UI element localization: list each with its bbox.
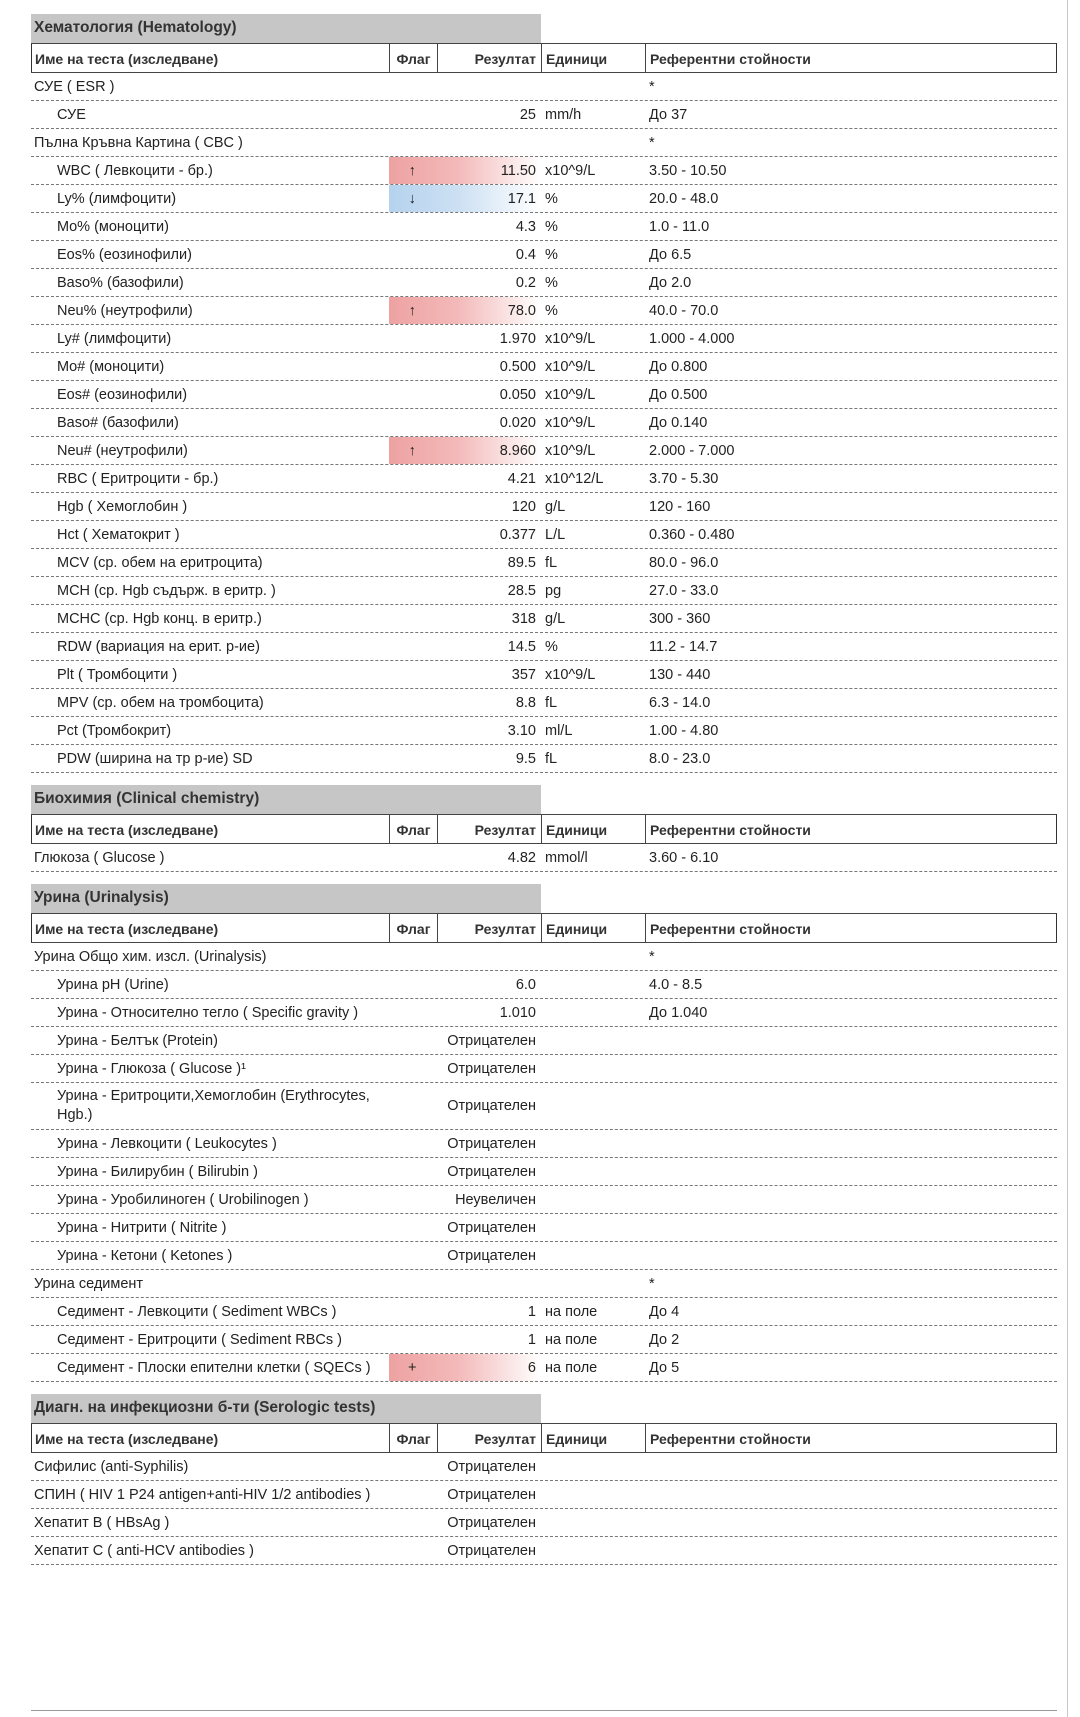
report-section bbox=[31, 1394, 1057, 1565]
table-row bbox=[31, 129, 1057, 157]
flag-result-group bbox=[389, 717, 541, 744]
reference-range: 2.000 - 7.000 bbox=[649, 442, 735, 459]
flag-result-group bbox=[389, 213, 541, 240]
test-name: MCV (ср. обем на еритроцита) bbox=[57, 554, 263, 571]
result-value: 0.020 bbox=[499, 414, 536, 431]
flag-result-group bbox=[389, 999, 541, 1026]
result-unit: mmol/l bbox=[545, 849, 588, 866]
flag-result-group bbox=[389, 241, 541, 268]
result-unit: % bbox=[545, 302, 558, 319]
lab-report bbox=[31, 14, 1057, 1577]
result-unit: x10^9/L bbox=[545, 162, 596, 179]
flag-low-icon: ↓ bbox=[408, 190, 416, 207]
result-unit bbox=[541, 1537, 645, 1564]
result-unit: x10^9/L bbox=[545, 442, 596, 459]
result-unit bbox=[541, 1270, 645, 1297]
test-name: СУЕ ( ESR ) bbox=[34, 78, 115, 95]
table-header bbox=[31, 814, 1057, 844]
flag-result-group bbox=[389, 1270, 541, 1297]
flag-highlight bbox=[389, 437, 541, 464]
flag-result-group bbox=[389, 269, 541, 296]
reference-range: До 0.500 bbox=[649, 386, 708, 403]
flag-result-group bbox=[389, 689, 541, 716]
header-units: Единици bbox=[541, 914, 645, 942]
reference-range bbox=[645, 1537, 1057, 1564]
reference-range: 1.000 - 4.000 bbox=[649, 330, 735, 347]
test-name: Plt ( Тромбоцити ) bbox=[57, 666, 178, 683]
reference-range: 80.0 - 96.0 bbox=[649, 554, 719, 571]
report-section bbox=[31, 884, 1057, 1382]
header-test-name: Име на теста (изследване) bbox=[31, 44, 389, 72]
result-value: Отрицателен bbox=[447, 1032, 536, 1049]
reference-range bbox=[645, 1055, 1057, 1082]
header-reference: Референтни стойности bbox=[645, 1424, 1056, 1452]
test-name: Урина Общо хим. изсл. (Urinalysis) bbox=[34, 948, 267, 965]
table-row bbox=[31, 689, 1057, 717]
header-test-name: Име на теста (изследване) bbox=[31, 815, 389, 843]
header-test-name: Име на теста (изследване) bbox=[31, 1424, 389, 1452]
reference-range: До 37 bbox=[649, 106, 688, 123]
result-value: Отрицателен bbox=[447, 1247, 536, 1264]
section-title: Хематология (Hematology) bbox=[31, 14, 541, 43]
result-value: Неувеличен bbox=[455, 1191, 536, 1208]
result-value: 28.5 bbox=[507, 582, 536, 599]
test-name: Neu# (неутрофили) bbox=[57, 442, 188, 459]
result-unit bbox=[541, 971, 645, 998]
table-row bbox=[31, 521, 1057, 549]
table-row bbox=[31, 409, 1057, 437]
result-value: Отрицателен bbox=[447, 1514, 536, 1531]
table-row bbox=[31, 633, 1057, 661]
page-right-border bbox=[1067, 0, 1068, 1717]
table-row bbox=[31, 1298, 1057, 1326]
test-name: MPV (ср. обем на тромбоцита) bbox=[57, 694, 264, 711]
table-row bbox=[31, 1158, 1057, 1186]
flag-result-group bbox=[389, 661, 541, 688]
test-name: Сифилис (anti-Syphilis) bbox=[34, 1458, 189, 1475]
result-unit: % bbox=[545, 190, 558, 207]
result-value: 120 bbox=[511, 498, 536, 515]
result-value: 0.2 bbox=[515, 274, 536, 291]
reference-range: До 6.5 bbox=[649, 246, 692, 263]
result-unit: x10^9/L bbox=[545, 358, 596, 375]
table-row bbox=[31, 101, 1057, 129]
result-value: 14.5 bbox=[507, 638, 536, 655]
result-unit: % bbox=[545, 246, 558, 263]
section-title: Диагн. на инфекциозни б-ти (Serologic tests) bbox=[31, 1394, 541, 1423]
reference-range: До 2 bbox=[649, 1331, 680, 1348]
test-name: Mo# (моноцити) bbox=[57, 358, 165, 375]
reference-range: 0.360 - 0.480 bbox=[649, 526, 735, 543]
header-flag: Флаг bbox=[389, 44, 437, 72]
result-value: Отрицателен bbox=[447, 1098, 536, 1114]
table-row bbox=[31, 605, 1057, 633]
result-unit: fL bbox=[545, 554, 558, 571]
page-bottom-rule bbox=[31, 1710, 1057, 1711]
test-name: СУЕ bbox=[57, 106, 86, 123]
flag-result-group bbox=[389, 577, 541, 604]
flag-result-group bbox=[389, 745, 541, 772]
test-name: Hgb ( Хемоглобин ) bbox=[57, 498, 188, 515]
result-unit: fL bbox=[545, 694, 558, 711]
table-row bbox=[31, 157, 1057, 185]
test-name: Урина седимент bbox=[34, 1275, 144, 1292]
reference-range bbox=[645, 1186, 1057, 1213]
reference-range: * bbox=[649, 78, 655, 95]
result-value: 9.5 bbox=[515, 750, 536, 767]
flag-result-group bbox=[389, 129, 541, 156]
table-header bbox=[31, 913, 1057, 943]
result-unit: mm/h bbox=[545, 106, 582, 123]
result-unit bbox=[541, 1481, 645, 1508]
table-row bbox=[31, 1509, 1057, 1537]
result-value: 8.960 bbox=[499, 442, 536, 459]
result-unit: g/L bbox=[545, 610, 566, 627]
result-value: 357 bbox=[511, 666, 536, 683]
test-name: Седимент - Еритроцити ( Sediment RBCs ) bbox=[57, 1331, 342, 1348]
result-value: 1.970 bbox=[499, 330, 536, 347]
report-section bbox=[31, 14, 1057, 773]
result-value: 25 bbox=[519, 106, 536, 123]
test-name: Baso# (базофили) bbox=[57, 414, 179, 431]
test-name: Урина - Глюкоза ( Glucose )¹ bbox=[57, 1060, 246, 1077]
header-flag: Флаг bbox=[389, 1424, 437, 1452]
flag-result-group bbox=[389, 943, 541, 970]
header-units: Единици bbox=[541, 1424, 645, 1452]
flag-highlight bbox=[389, 297, 541, 324]
table-row bbox=[31, 269, 1057, 297]
test-name: СПИН ( HIV 1 P24 antigen+anti-HIV 1/2 antibodies ) bbox=[34, 1486, 371, 1503]
result-unit bbox=[541, 1158, 645, 1185]
flag-result-group bbox=[389, 1298, 541, 1325]
reference-range: 8.0 - 23.0 bbox=[649, 750, 711, 767]
section-title: Урина (Urinalysis) bbox=[31, 884, 541, 913]
result-unit bbox=[541, 1453, 645, 1480]
flag-result-group bbox=[389, 549, 541, 576]
table-row bbox=[31, 1130, 1057, 1158]
result-unit: fL bbox=[545, 750, 558, 767]
flag-result-group bbox=[389, 353, 541, 380]
result-value: Отрицателен bbox=[447, 1219, 536, 1236]
test-name: Седимент - Плоски епителни клетки ( SQECs ) bbox=[57, 1359, 371, 1376]
table-row bbox=[31, 1326, 1057, 1354]
reference-range: 3.60 - 6.10 bbox=[649, 849, 719, 866]
table-row bbox=[31, 297, 1057, 325]
flag-result-group bbox=[389, 73, 541, 100]
reference-range bbox=[645, 1130, 1057, 1157]
test-name: Ly# (лимфоцити) bbox=[57, 330, 172, 347]
section-title: Биохимия (Clinical chemistry) bbox=[31, 785, 541, 814]
result-value: Отрицателен bbox=[447, 1458, 536, 1475]
result-unit bbox=[541, 999, 645, 1026]
header-units: Единици bbox=[541, 815, 645, 843]
table-row bbox=[31, 493, 1057, 521]
test-name: Mo% (моноцити) bbox=[57, 218, 169, 235]
header-units: Единици bbox=[541, 44, 645, 72]
table-row bbox=[31, 353, 1057, 381]
table-row bbox=[31, 1453, 1057, 1481]
result-unit: g/L bbox=[545, 498, 566, 515]
reference-range: 11.2 - 14.7 bbox=[649, 638, 718, 655]
test-name: Седимент - Левкоцити ( Sediment WBCs ) bbox=[57, 1303, 337, 1320]
test-name: Урина - Белтък (Protein) bbox=[57, 1032, 218, 1049]
result-unit: % bbox=[545, 638, 558, 655]
test-name: Урина - Левкоцити ( Leukocytes ) bbox=[57, 1135, 277, 1152]
reference-range: 6.3 - 14.0 bbox=[649, 694, 711, 711]
table-row bbox=[31, 1242, 1057, 1270]
test-name: Neu% (неутрофили) bbox=[57, 302, 193, 319]
reference-range bbox=[645, 1481, 1057, 1508]
test-name: RBC ( Еритроцити - бр.) bbox=[57, 470, 219, 487]
result-value: 0.500 bbox=[499, 358, 536, 375]
reference-range: 40.0 - 70.0 bbox=[649, 302, 719, 319]
result-value: 0.377 bbox=[499, 526, 536, 543]
reference-range: 3.50 - 10.50 bbox=[649, 162, 727, 179]
test-name: Hct ( Хематокрит ) bbox=[57, 526, 180, 543]
table-row bbox=[31, 1481, 1057, 1509]
reference-range: * bbox=[649, 134, 655, 151]
reference-range: 120 - 160 bbox=[649, 498, 711, 515]
result-unit: x10^9/L bbox=[545, 386, 596, 403]
table-row bbox=[31, 971, 1057, 999]
reference-range bbox=[645, 1083, 1057, 1129]
table-row bbox=[31, 325, 1057, 353]
flag-result-group bbox=[389, 521, 541, 548]
header-flag: Флаг bbox=[389, 914, 437, 942]
reference-range: 27.0 - 33.0 bbox=[649, 582, 719, 599]
flag-highlight bbox=[389, 157, 541, 184]
reference-range: 1.00 - 4.80 bbox=[649, 722, 719, 739]
reference-range: До 4 bbox=[649, 1303, 680, 1320]
test-name: Хепатит B ( HBsAg ) bbox=[34, 1514, 170, 1531]
result-unit: на поле bbox=[545, 1359, 598, 1376]
test-name: Урина - Уробилиноген ( Urobilinogen ) bbox=[57, 1191, 309, 1208]
test-name: Урина - Кетони ( Ketones ) bbox=[57, 1247, 233, 1264]
result-value: 17.1 bbox=[507, 190, 536, 207]
result-unit: на поле bbox=[545, 1303, 598, 1320]
result-unit: L/L bbox=[545, 526, 566, 543]
header-test-name: Име на теста (изследване) bbox=[31, 914, 389, 942]
table-row bbox=[31, 717, 1057, 745]
test-name: Урина - Относително тегло ( Specific gravity ) bbox=[57, 1004, 359, 1021]
test-name: Хепатит C ( anti-HCV antibodies ) bbox=[34, 1542, 254, 1559]
table-row bbox=[31, 185, 1057, 213]
table-row bbox=[31, 999, 1057, 1027]
test-name: Урина pH (Urine) bbox=[57, 976, 169, 993]
flag-result-group bbox=[389, 1326, 541, 1353]
result-unit bbox=[541, 129, 645, 156]
header-result: Резултат bbox=[437, 815, 541, 843]
table-row bbox=[31, 73, 1057, 101]
result-unit bbox=[541, 1186, 645, 1213]
result-unit: на поле bbox=[545, 1331, 598, 1348]
header-result: Резултат bbox=[437, 914, 541, 942]
result-value: 11.50 bbox=[500, 162, 536, 179]
test-name: Pct (Тромбокрит) bbox=[57, 722, 172, 739]
table-row bbox=[31, 1537, 1057, 1565]
test-name: Eos# (еозинофили) bbox=[57, 386, 188, 403]
result-unit bbox=[541, 1055, 645, 1082]
header-result: Резултат bbox=[437, 44, 541, 72]
report-section bbox=[31, 785, 1057, 872]
header-reference: Референтни стойности bbox=[645, 914, 1056, 942]
table-row bbox=[31, 549, 1057, 577]
table-header bbox=[31, 43, 1057, 73]
result-value: Отрицателен bbox=[447, 1163, 536, 1180]
result-value: 1 bbox=[527, 1303, 536, 1320]
table-row bbox=[31, 1270, 1057, 1298]
reference-range bbox=[645, 1242, 1057, 1269]
test-name: Урина - Билирубин ( Bilirubin ) bbox=[57, 1163, 258, 1180]
flag-result-group bbox=[389, 844, 541, 871]
reference-range: До 2.0 bbox=[649, 274, 692, 291]
table-row bbox=[31, 381, 1057, 409]
result-unit bbox=[541, 1027, 645, 1054]
result-value: 4.82 bbox=[507, 849, 536, 866]
result-unit bbox=[541, 1130, 645, 1157]
table-row bbox=[31, 1354, 1057, 1382]
flag-result-group bbox=[389, 605, 541, 632]
flag-result-group bbox=[389, 409, 541, 436]
reference-range bbox=[645, 1214, 1057, 1241]
result-value: 8.8 bbox=[515, 694, 536, 711]
result-value: 6 bbox=[527, 1359, 536, 1376]
test-name: Baso% (базофили) bbox=[57, 274, 184, 291]
test-name: PDW (ширина на тр р-ие) SD bbox=[57, 750, 253, 767]
reference-range: До 1.040 bbox=[649, 1004, 708, 1021]
header-flag: Флаг bbox=[389, 815, 437, 843]
test-name: Eos% (еозинофили) bbox=[57, 246, 192, 263]
test-name: Урина - Нитрити ( Nitrite ) bbox=[57, 1219, 227, 1236]
test-name: RDW (вариация на ерит. р-ие) bbox=[57, 638, 260, 655]
result-unit: ml/L bbox=[545, 722, 573, 739]
table-row bbox=[31, 437, 1057, 465]
table-row bbox=[31, 943, 1057, 971]
result-value: 6.0 bbox=[515, 976, 536, 993]
result-unit: % bbox=[545, 274, 558, 291]
result-value: 0.4 bbox=[515, 246, 536, 263]
reference-range: 1.0 - 11.0 bbox=[649, 218, 710, 235]
table-row bbox=[31, 1186, 1057, 1214]
result-value: Отрицателен bbox=[447, 1060, 536, 1077]
reference-range: До 5 bbox=[649, 1359, 680, 1376]
result-unit bbox=[541, 1242, 645, 1269]
flag-highlight bbox=[389, 1354, 541, 1381]
result-value: Отрицателен bbox=[447, 1486, 536, 1503]
reference-range: 300 - 360 bbox=[649, 610, 711, 627]
flag-high-icon: ↑ bbox=[408, 442, 416, 459]
table-row bbox=[31, 661, 1057, 689]
result-value: 0.050 bbox=[499, 386, 536, 403]
result-unit bbox=[541, 1083, 645, 1129]
reference-range: 3.70 - 5.30 bbox=[649, 470, 719, 487]
table-row bbox=[31, 1214, 1057, 1242]
flag-result-group bbox=[389, 971, 541, 998]
flag-result-group bbox=[389, 101, 541, 128]
result-unit: x10^9/L bbox=[545, 414, 596, 431]
result-value: 4.3 bbox=[515, 218, 536, 235]
result-value: 4.21 bbox=[507, 470, 536, 487]
table-row bbox=[31, 577, 1057, 605]
result-value: Отрицателен bbox=[447, 1135, 536, 1152]
result-unit: % bbox=[545, 218, 558, 235]
result-unit: x10^9/L bbox=[545, 330, 596, 347]
table-row bbox=[31, 1055, 1057, 1083]
flag-result-group bbox=[389, 465, 541, 492]
test-name: Урина - Еритроцити,Хемоглобин (Erythrocytes, Hgb.) bbox=[57, 1088, 370, 1123]
result-value: 78.0 bbox=[507, 302, 536, 319]
flag-result-group bbox=[389, 325, 541, 352]
table-row bbox=[31, 1027, 1057, 1055]
reference-range bbox=[645, 1509, 1057, 1536]
result-unit bbox=[541, 943, 645, 970]
test-name: Ly% (лимфоцити) bbox=[57, 190, 177, 207]
test-name: MCHC (ср. Hgb конц. в еритр.) bbox=[57, 610, 262, 627]
result-value: 89.5 bbox=[507, 554, 536, 571]
flag-high-icon: ↑ bbox=[408, 302, 416, 319]
flag-result-group bbox=[389, 633, 541, 660]
result-value: 1 bbox=[527, 1331, 536, 1348]
reference-range: До 0.800 bbox=[649, 358, 708, 375]
result-value: 3.10 bbox=[507, 722, 536, 739]
reference-range: * bbox=[649, 1275, 655, 1292]
test-name: Глюкоза ( Glucose ) bbox=[34, 849, 165, 866]
test-name: Пълна Кръвна Картина ( CBC ) bbox=[34, 134, 243, 151]
result-unit bbox=[541, 1214, 645, 1241]
reference-range bbox=[645, 1027, 1057, 1054]
reference-range bbox=[645, 1158, 1057, 1185]
table-header bbox=[31, 1423, 1057, 1453]
header-result: Резултат bbox=[437, 1424, 541, 1452]
result-value: 318 bbox=[511, 610, 536, 627]
reference-range: 130 - 440 bbox=[649, 666, 711, 683]
result-unit: x10^12/L bbox=[545, 470, 604, 487]
table-row bbox=[31, 1083, 1057, 1130]
table-row bbox=[31, 745, 1057, 773]
table-row bbox=[31, 844, 1057, 872]
flag-result-group bbox=[389, 381, 541, 408]
table-row bbox=[31, 241, 1057, 269]
flag-high-icon: + bbox=[407, 1359, 417, 1376]
result-unit bbox=[541, 1509, 645, 1536]
flag-result-group bbox=[389, 493, 541, 520]
reference-range: * bbox=[649, 948, 655, 965]
result-unit: pg bbox=[545, 582, 562, 599]
reference-range bbox=[645, 1453, 1057, 1480]
flag-high-icon: ↑ bbox=[408, 162, 416, 179]
reference-range: До 0.140 bbox=[649, 414, 708, 431]
reference-range: 4.0 - 8.5 bbox=[649, 976, 703, 993]
table-row bbox=[31, 465, 1057, 493]
test-name: MCH (ср. Hgb съдърж. в еритр. ) bbox=[57, 582, 276, 599]
header-reference: Референтни стойности bbox=[645, 815, 1056, 843]
flag-highlight bbox=[389, 185, 541, 212]
result-value: Отрицателен bbox=[447, 1542, 536, 1559]
result-value: 1.010 bbox=[499, 1004, 536, 1021]
header-reference: Референтни стойности bbox=[645, 44, 1056, 72]
reference-range: 20.0 - 48.0 bbox=[649, 190, 719, 207]
result-unit bbox=[541, 73, 645, 100]
table-row bbox=[31, 213, 1057, 241]
test-name: WBC ( Левкоцити - бр.) bbox=[57, 162, 213, 179]
result-unit: x10^9/L bbox=[545, 666, 596, 683]
